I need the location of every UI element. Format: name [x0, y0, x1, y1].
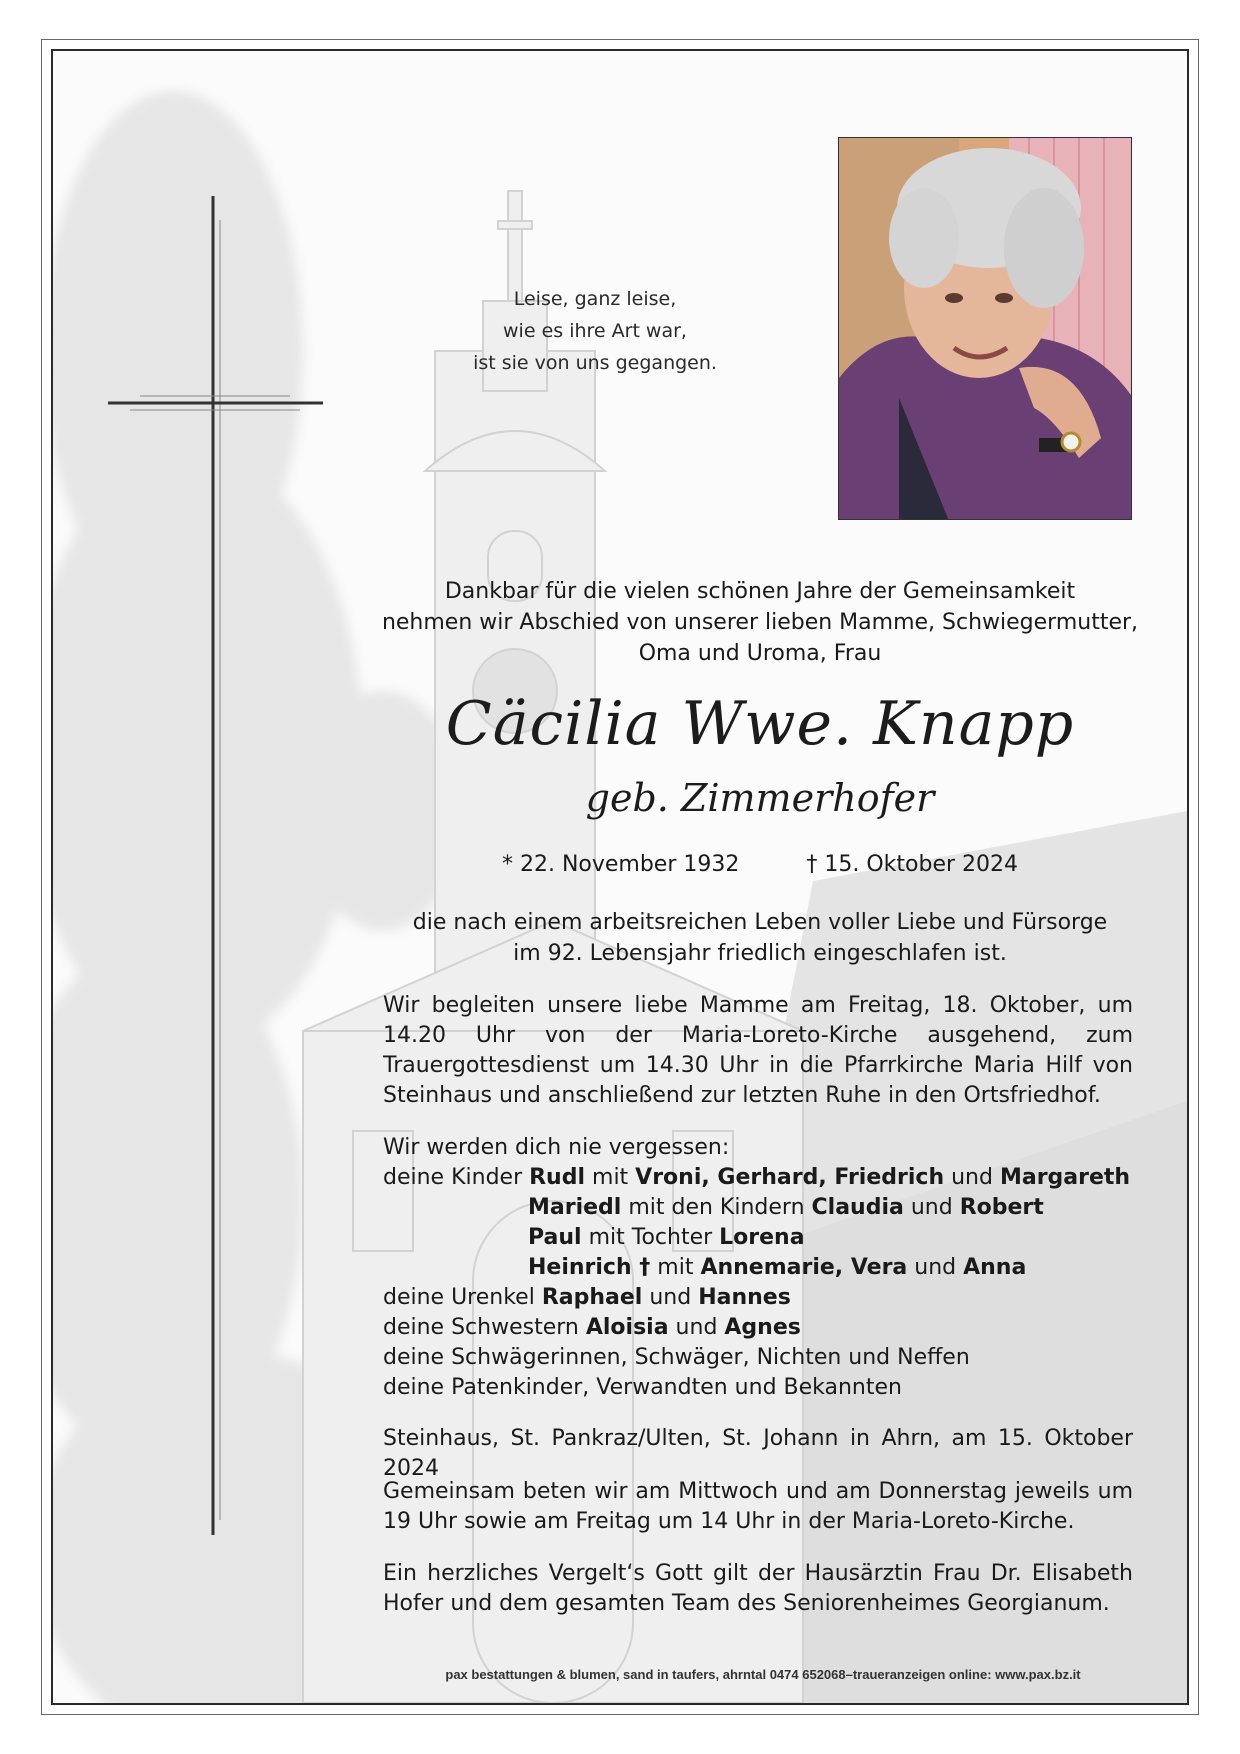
family-row: Mariedl mit den Kindern Claudia und Robert: [528, 1195, 1044, 1220]
funeral-paragraph: Wir begleiten unsere liebe Mamme am Freitag, 18. Oktober, um 14.20 Uhr von der Maria-Loreto-Kirche ausgehend, zum Trauergottesdienst um 14.30 Uhr in die Pfarrkirche Maria Hilf von Steinhaus und anschließend zur letzten Ruhe in den Ortsfriedhof.: [383, 993, 1133, 1108]
prayer-paragraph: Gemeinsam beten wir am Mittwoch und am Donnerstag jeweils um 19 Uhr sowie am Freitag um 14 Uhr in der Maria-Loreto-Kirche.: [383, 1479, 1133, 1534]
quote-line: wie es ihre Art war,: [503, 320, 687, 342]
deceased-name: Cäcilia Wwe. Knapp: [445, 689, 1075, 759]
memorial-quote: [430, 283, 760, 379]
family-row: deine Urenkel Raphael und Hannes: [383, 1285, 791, 1310]
life-text: [380, 907, 1140, 969]
portrait-photo: [838, 137, 1132, 520]
family-row: deine Kinder Rudl mit Vroni, Gerhard, Friedrich und Margareth: [383, 1165, 1131, 1190]
life-line: die nach einem arbeitsreichen Leben voller Liebe und Fürsorge: [412, 910, 1108, 935]
family-row: deine Schwestern Aloisia und Agnes: [383, 1315, 801, 1340]
place-date: Steinhaus, St. Pankraz/Ulten, St. Johann in Ahrn, am 15. Oktober 2024: [383, 1426, 1133, 1481]
thanks-paragraph: Ein herzliches Vergelt‘s Gott gilt der Hausärztin Frau Dr. Elisabeth Hofer und dem gesamten Team des Seniorenheimes Georgianum.: [383, 1561, 1133, 1616]
birth-date: * 22. November 1932: [501, 852, 740, 877]
quote-line: Leise, ganz leise,: [513, 288, 677, 310]
quote-line: ist sie von uns gegangen.: [473, 352, 717, 374]
intro-line: nehmen wir Abschied von unserer lieben Mamme, Schwiegermutter,: [381, 610, 1139, 635]
family-intro: Wir werden dich nie vergessen:: [383, 1135, 730, 1160]
intro-text: [380, 576, 1140, 669]
family-row: deine Patenkinder, Verwandten und Bekannten: [383, 1375, 902, 1400]
intro-line: Oma und Uroma, Frau: [638, 641, 882, 666]
family-row: Heinrich † mit Annemarie, Vera und Anna: [528, 1255, 1027, 1280]
death-date: † 15. Oktober 2024: [806, 852, 1019, 877]
life-dates: [380, 850, 1140, 880]
family-row: Paul mit Tochter Lorena: [528, 1225, 805, 1250]
maiden-name: geb. Zimmerhofer: [585, 776, 935, 820]
intro-line: Dankbar für die vielen schönen Jahre der Gemeinsamkeit: [444, 579, 1076, 604]
life-line: im 92. Lebensjahr friedlich eingeschlafen ist.: [513, 941, 1007, 966]
family-row: deine Schwägerinnen, Schwäger, Nichten und Neffen: [383, 1345, 970, 1370]
family-list: [383, 1133, 1143, 1403]
footer-imprint: pax bestattungen & blumen, sand in taufers, ahrntal 0474 652068–traueranzeigen online: www.pax.bz.it: [445, 1667, 1081, 1682]
